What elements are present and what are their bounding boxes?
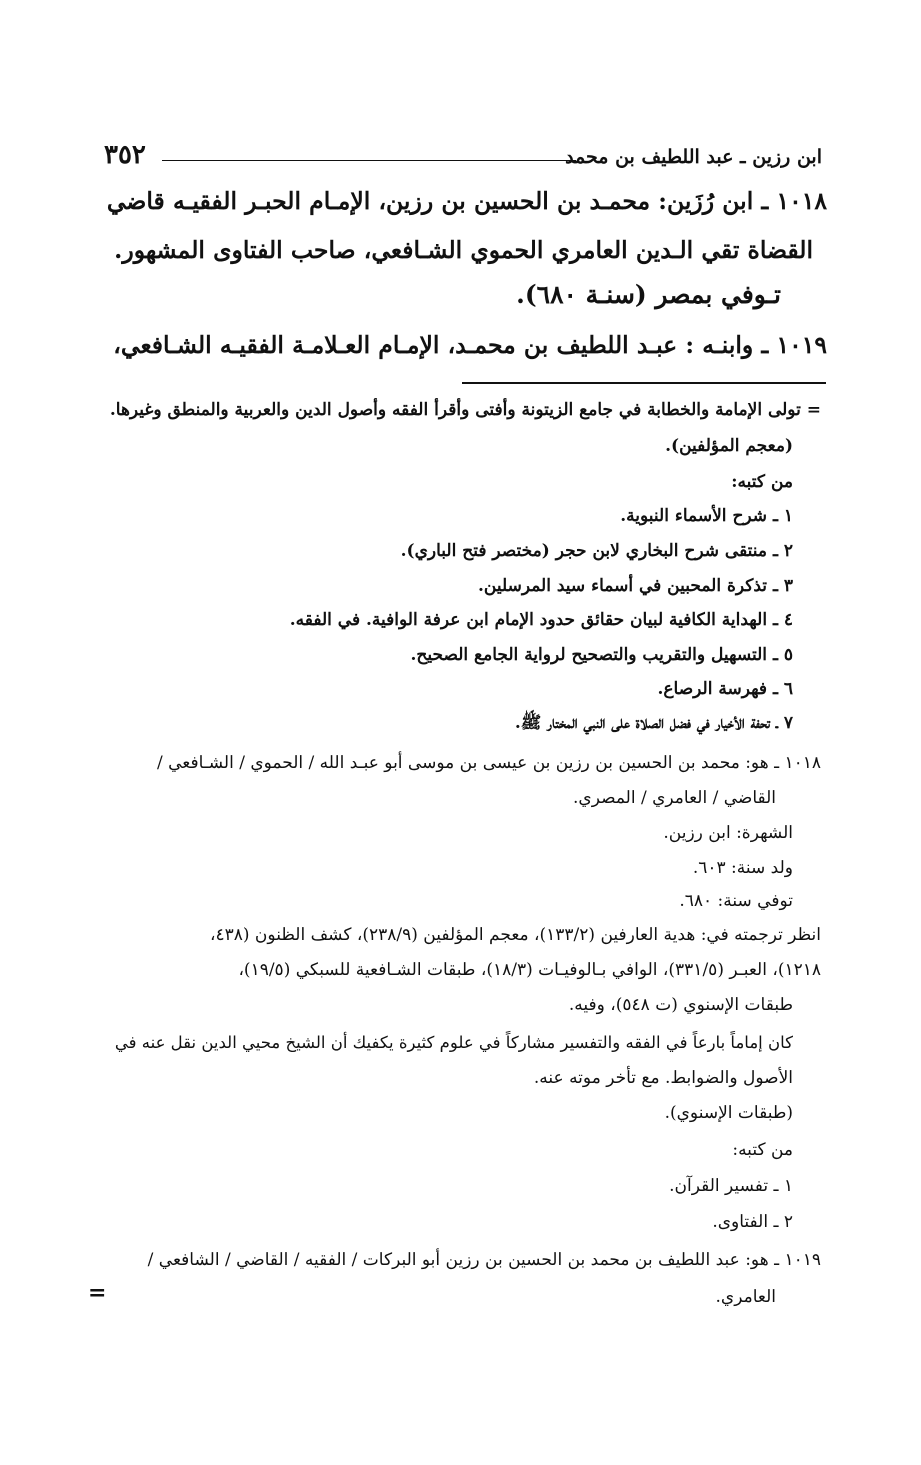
footnote-continuation-line-1: = تولى الإمامة والخطابة في جامع الزيتونة وأفتى وأقرأ الفقه وأصول الدين والعربية والمنطق وغيرها. — [109, 400, 821, 420]
footnote-1018-fame: الشهرة: ابن رزين. — [663, 823, 793, 843]
footnote-1018-quote-2: الأصول والضوابط. مع تأخر موته عنه. — [533, 1068, 793, 1088]
footnote-1018-refs-1: انظر ترجمته في: هدية العارفين (١٣٣/٢)، معجم المؤلفين (٢٣٨/٩)، كشف الظنون (٤٣٨، — [209, 925, 821, 945]
footnote-1018-refs-3: طبقات الإسنوي (ت ٥٤٨)، وفيه. — [568, 995, 793, 1015]
book-item: ٤ ـ الهداية الكافية لبيان حقائق حدود الإمام ابن عرفة الوافية. في الفقه. — [289, 610, 793, 630]
book-item: ١ ـ شرح الأسماء النبوية. — [620, 506, 793, 526]
entry-1019-line-1: ١٠١٩ ـ وابنـه : عبـد اللطيف بن محمـد، الإمـام العـلامـة الفقيـه الشـافعي، — [113, 331, 827, 359]
entry-1018-line-2: القضاة تقي الـدين العامري الحموي الشـافعي، صاحب الفتاوى المشهور. — [114, 236, 813, 264]
book-item: ٢ ـ منتقى شرح البخاري لابن حجر (مختصر فتح الباري). — [400, 541, 793, 561]
entry-1018-line-3: تـوفي بمصر (سنـة ٦٨٠). — [516, 280, 781, 309]
footnote-1018-refs-2: ١٢١٨)، العبـر (٣٣١/٥)، الوافي بـالوفيـات (١٨/٣)، طبقات الشـافعية للسبكي (١٩/٥)، — [238, 960, 821, 980]
footnote-1019-line-1: ١٠١٩ ـ هو: عبد اللطيف بن محمد بن الحسين بن رزين أبو البركات / الفقيه / القاضي / الشافعي / — [147, 1250, 821, 1270]
entry-1018-line-1: ١٠١٨ ـ ابن رُزَين: محمـد بن الحسين بن رزين، الإمـام الحبـر الفقيـه قاضي — [106, 187, 827, 215]
footnote-1018-line-2: القاضي / العامري / المصري. — [573, 788, 776, 808]
footnote-1018-quote-source: (طبقات الإسنوي). — [664, 1103, 793, 1123]
book-item: ٥ ـ التسهيل والتقريب والتصحيح لرواية الجامع الصحيح. — [410, 645, 793, 665]
header-rule — [162, 160, 576, 161]
footnote-1018-died: توفي سنة: ٦٨٠. — [679, 891, 793, 911]
footnote-1018-line-1: ١٠١٨ ـ هو: محمد بن الحسين بن رزين بن عيسى بن موسى أبو عبـد الله / الحموي / الشـافعي / — [156, 753, 821, 773]
book-item: ٦ ـ فهرسة الرصاع. — [657, 679, 793, 699]
footnote-1018-born: ولد سنة: ٦٠٣. — [692, 858, 793, 878]
book-item: ٧ ـ تحفة الأخيار في فضل الصلاة على النبي المختار ﷺ. — [514, 713, 793, 733]
running-head: ابن رزين ـ عبد اللطيف بن محمد — [565, 146, 822, 168]
footnote-continuation-source: (معجم المؤلفين). — [665, 436, 793, 456]
book-item: ١ ـ تفسير القرآن. — [669, 1176, 793, 1196]
footnote-1018-books-heading: من كتبه: — [732, 1140, 793, 1160]
footnote-1018-quote-1: كان إماماً بارعاً في الفقه والتفسير مشاركاً في علوم كثيرة يكفيك أن الشيخ محيي الدين نقل عنه في — [114, 1033, 793, 1052]
page-header — [100, 140, 822, 180]
footnote-separator — [462, 382, 826, 384]
book-item: ٣ ـ تذكرة المحبين في أسماء سيد المرسلين. — [477, 576, 793, 596]
books-heading: من كتبه: — [731, 472, 793, 492]
footnote-1019-line-2: العامري. — [715, 1287, 776, 1307]
book-item: ٢ ـ الفتاوى. — [712, 1212, 793, 1232]
continuation-mark: = — [88, 1280, 107, 1306]
page-number: ٣٥٢ — [104, 140, 146, 170]
